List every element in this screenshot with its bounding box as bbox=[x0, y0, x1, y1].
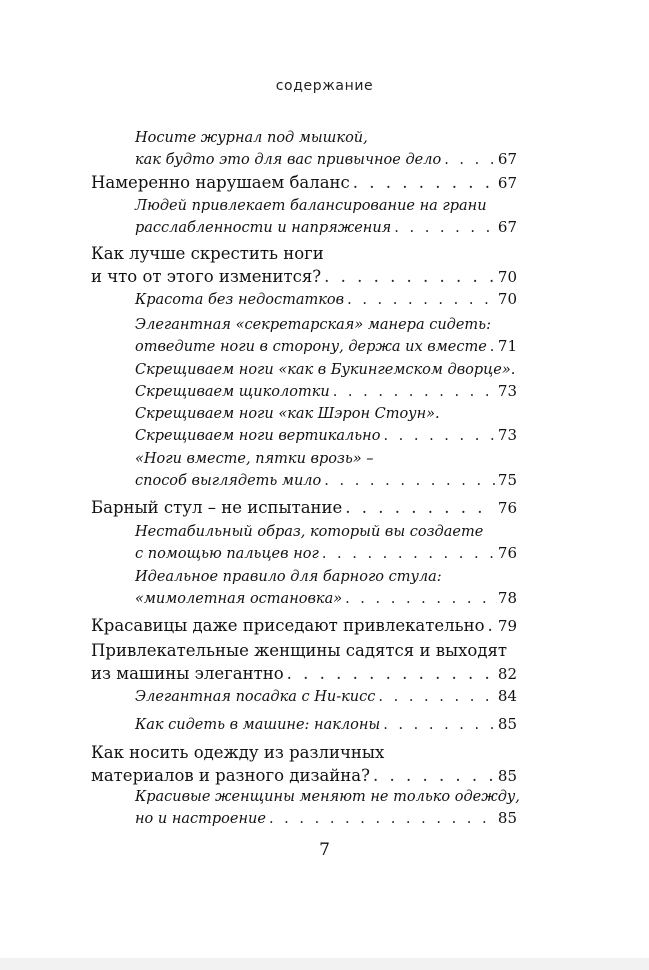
toc-entry-title-line: как будто это для вас привычное дело bbox=[135, 152, 442, 168]
dot-leader bbox=[333, 382, 495, 403]
toc-page-number: 70 bbox=[497, 268, 517, 286]
toc-entry-title-line: Красивые женщины меняют не только одежду, bbox=[135, 789, 520, 805]
dot-leader bbox=[490, 337, 495, 358]
toc-entry-title-line: Идеальное правило для барного стула: bbox=[135, 569, 442, 585]
toc-entry-title-line: Как носить одежду из различных bbox=[91, 743, 385, 762]
toc-entry-title-line: Как сидеть в машине: наклоны bbox=[135, 717, 381, 733]
toc-page-number: 85 bbox=[497, 715, 517, 733]
toc-page-number: 79 bbox=[497, 617, 517, 635]
toc-page-number: 85 bbox=[497, 809, 517, 827]
toc-subentry bbox=[135, 128, 517, 171]
toc-entry-title-line: Скрещиваем щиколотки bbox=[135, 384, 330, 400]
toc-entry-title-line: Барный стул – не испытание bbox=[91, 498, 343, 517]
toc-entry-title-line: Скрещиваем ноги «как Шэрон Стоун». bbox=[135, 406, 440, 422]
toc-entry-title-line: «Ноги вместе, пятки врозь» – bbox=[135, 451, 374, 467]
toc-subentry bbox=[135, 787, 520, 830]
toc-entry-title-line: отведите ноги в сторону, держа их вместе bbox=[135, 339, 487, 355]
toc-page-number: 73 bbox=[497, 382, 517, 400]
toc-page-number: 70 bbox=[497, 290, 517, 308]
dot-leader bbox=[269, 809, 495, 830]
toc-entry-title-line: способ выглядеть мило bbox=[135, 473, 322, 489]
toc-page-number: 75 bbox=[497, 471, 517, 489]
dot-leader bbox=[383, 715, 495, 736]
dot-leader bbox=[488, 614, 495, 637]
toc-page-number: 67 bbox=[497, 218, 517, 236]
toc-entry bbox=[91, 639, 517, 686]
toc-entry-title-line: расслабленности и напряжения bbox=[135, 220, 392, 236]
toc-entry-title-line: Носите журнал под мышкой, bbox=[135, 130, 368, 146]
dot-leader bbox=[383, 426, 494, 447]
dot-leader bbox=[353, 171, 495, 194]
toc-subentry bbox=[135, 522, 517, 565]
dot-leader bbox=[324, 265, 495, 288]
toc-page-number: 85 bbox=[497, 767, 517, 785]
toc-entry-title-line: Намеренно нарушаем баланс bbox=[91, 173, 350, 192]
toc-subentry bbox=[135, 315, 517, 358]
toc-subentry bbox=[135, 289, 517, 311]
dot-leader bbox=[287, 662, 495, 685]
toc-page-number: 78 bbox=[497, 589, 517, 607]
toc-entry-title-line: с помощью пальцев ног bbox=[135, 546, 319, 562]
toc-page-number: 76 bbox=[497, 544, 517, 562]
toc-entry-title-line: Красавицы даже приседают привлекательно bbox=[91, 616, 485, 635]
toc-entry-title-line: Элегантная «секретарская» манера сидеть: bbox=[135, 317, 491, 333]
toc-entry-title-line: Красота без недостатков bbox=[135, 292, 345, 308]
dot-leader bbox=[394, 218, 495, 239]
dot-leader bbox=[373, 764, 495, 787]
toc-subentry bbox=[135, 449, 517, 492]
toc-subentry bbox=[135, 404, 517, 447]
page-number: 7 bbox=[319, 840, 330, 860]
dot-leader bbox=[324, 471, 495, 492]
dot-leader bbox=[345, 589, 495, 610]
scan-margin bbox=[0, 958, 649, 970]
toc-subentry bbox=[135, 686, 517, 708]
toc-entry-title-line: Нестабильный образ, который вы создаете bbox=[135, 524, 484, 540]
toc-entry-title-line: Скрещиваем ноги «как в Букингемском дворце». bbox=[135, 362, 516, 378]
toc-entry bbox=[91, 171, 517, 195]
toc-page-number: 82 bbox=[497, 665, 517, 683]
toc-page-number: 67 bbox=[497, 150, 517, 168]
toc-subentry bbox=[135, 196, 517, 239]
toc-entry bbox=[91, 496, 517, 520]
toc-entry-title-line: и что от этого изменится? bbox=[91, 267, 322, 286]
toc-entry-title-line: материалов и разного дизайна? bbox=[91, 766, 370, 785]
toc-entry-title-line: Элегантная посадка с Ни-кисс bbox=[135, 689, 376, 705]
toc-subentry bbox=[135, 360, 517, 403]
toc-page-number: 84 bbox=[497, 687, 517, 705]
toc-entry-title-line: Людей привлекает балансирование на грани bbox=[135, 198, 487, 214]
toc-subentry bbox=[135, 567, 517, 610]
dot-leader bbox=[378, 687, 495, 708]
toc-page-number: 73 bbox=[497, 426, 517, 444]
toc-entry-title-line: Привлекательные женщины садятся и выходят bbox=[91, 641, 508, 660]
toc-entry-title-line: Как лучше скрестить ноги bbox=[91, 244, 324, 263]
toc-page-number: 67 bbox=[497, 174, 517, 192]
dot-leader bbox=[444, 150, 495, 171]
dot-leader bbox=[347, 290, 495, 311]
toc-page-number: 76 bbox=[497, 499, 517, 517]
toc-entry bbox=[91, 242, 517, 289]
toc-entry bbox=[91, 614, 517, 638]
table-of-contents bbox=[91, 0, 520, 958]
toc-entry-title-line: но и настроение bbox=[135, 811, 266, 827]
toc-page-number: 71 bbox=[497, 337, 517, 355]
toc-entry-title-line: «мимолетная остановка» bbox=[135, 591, 343, 607]
toc-entry bbox=[91, 741, 517, 788]
toc-entry-title-line: Скрещиваем ноги вертикально bbox=[135, 428, 381, 444]
dot-leader bbox=[322, 544, 495, 565]
running-head: содержание bbox=[275, 78, 374, 94]
toc-subentry bbox=[135, 714, 517, 736]
dot-leader bbox=[345, 496, 495, 519]
toc-entry-title-line: из машины элегантно bbox=[91, 664, 284, 683]
